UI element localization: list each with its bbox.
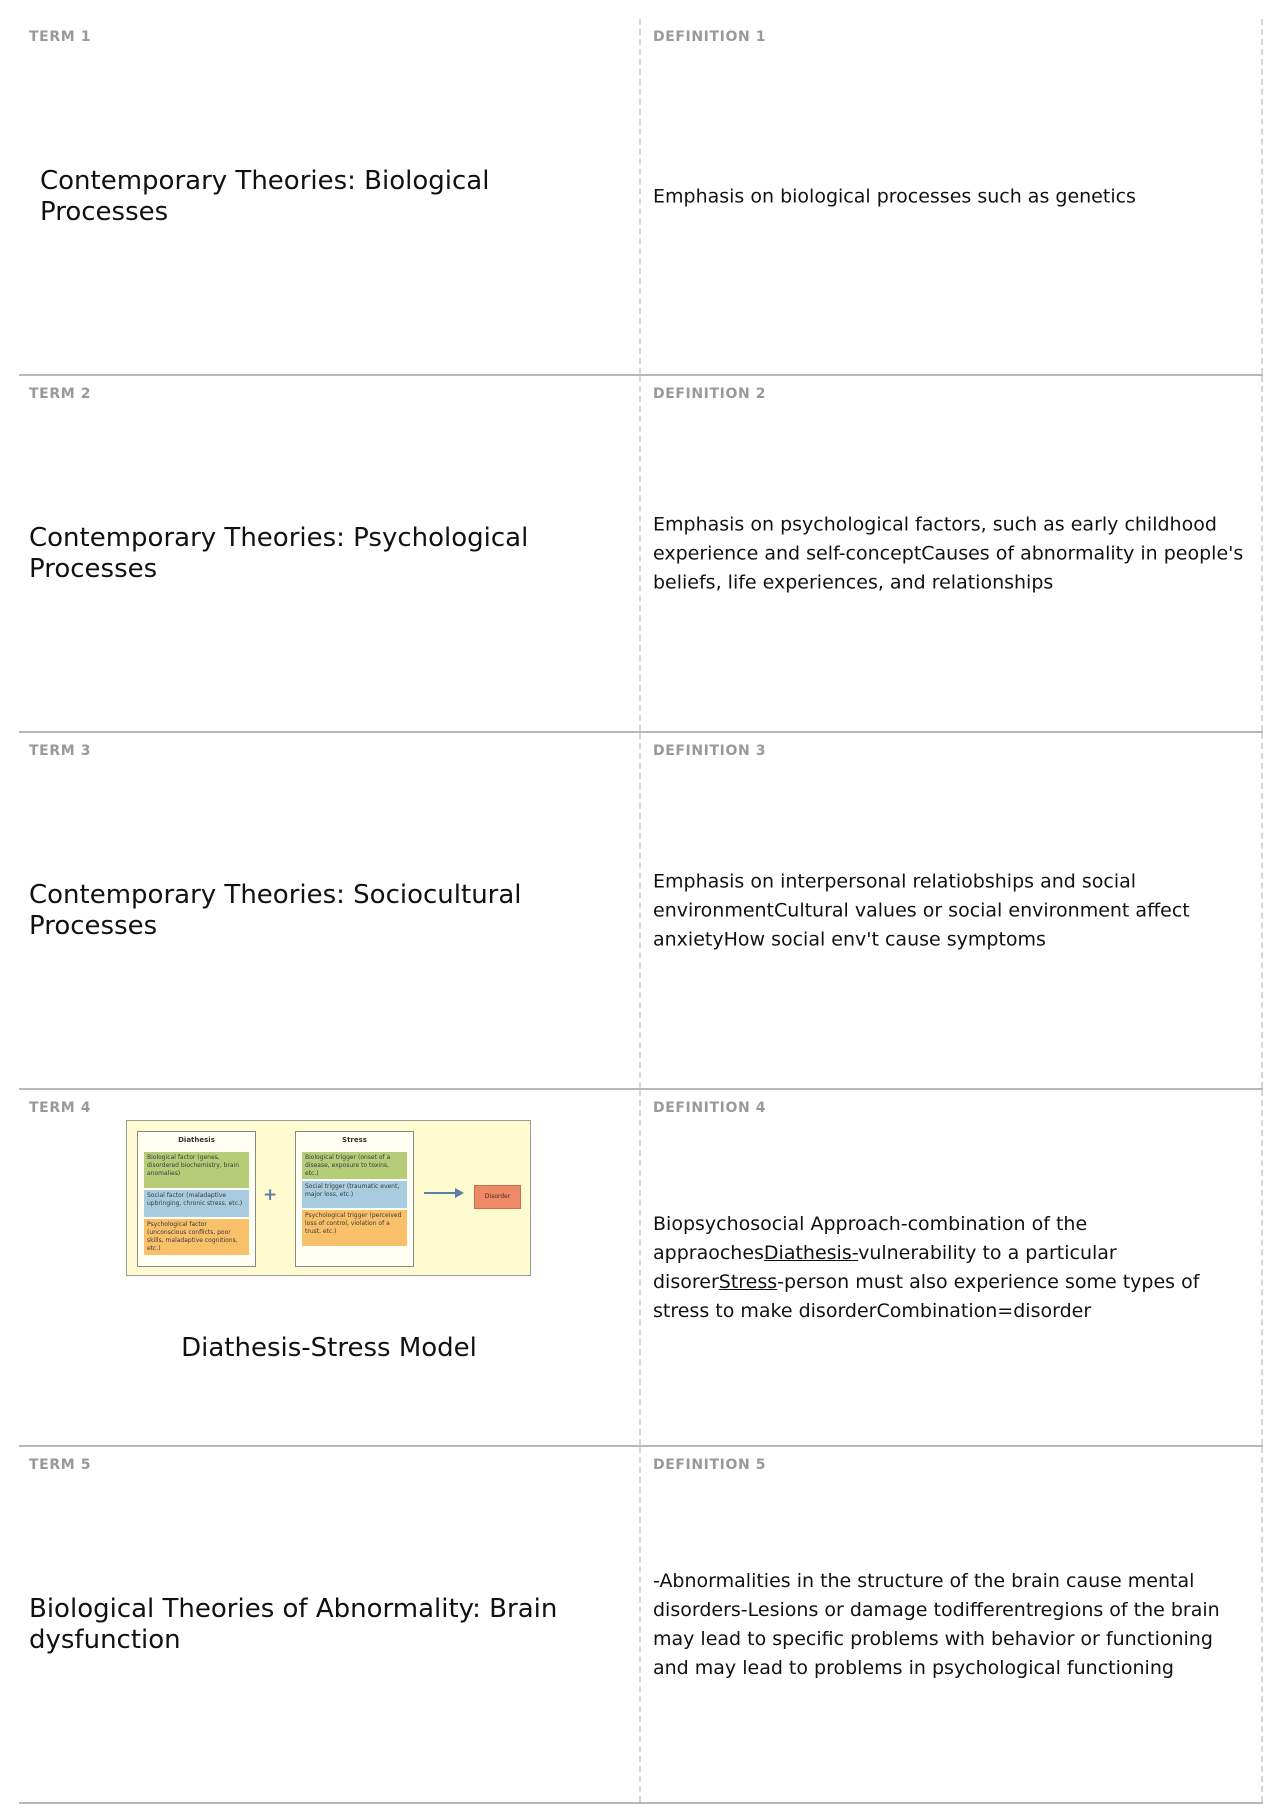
stress-biological-band: Biological trigger (onset of a disease, exposure to toxins, etc.)	[302, 1152, 407, 1179]
definition-text: Emphasis on interpersonal relatiobships and social environmentCultural values or social environment affect anxietyHow social env't cause symptoms	[653, 870, 1190, 950]
term-text: Diathesis-Stress Model	[181, 1333, 477, 1363]
definition-cell-1	[641, 19, 1263, 374]
definition-part: Biopsychosocial Approach-combination of the appraoches	[653, 1212, 1088, 1264]
plus-sign: +	[263, 1185, 278, 1205]
diathesis-box	[137, 1131, 256, 1267]
definition-text: -Abnormalities in the structure of the brain cause mental disorders-Lesions or damage todifferentregions of the brain may lead to specific problems with behavior or functioning and may lead to problems in psychological functioning	[653, 1569, 1220, 1679]
term-label: TERM 3	[29, 743, 92, 759]
card-row-4	[19, 1090, 1263, 1447]
diathesis-psychological-band: Psychological factor (unconscious conflicts, poor skills, maladaptive cognitions, etc.)	[144, 1219, 249, 1255]
stress-title: Stress	[342, 1136, 367, 1144]
stress-social-band: Social trigger (traumatic event, major loss, etc.)	[302, 1181, 407, 1208]
definition-part: vulnerability to a particular disorer	[653, 1241, 1117, 1293]
stress-box	[295, 1131, 414, 1267]
disorder-box: Disorder	[474, 1185, 521, 1209]
diathesis-social-band: Social factor (maladaptive upbringing, chronic stress, etc.)	[144, 1190, 249, 1217]
term-cell-4	[19, 1090, 641, 1445]
definition-label: DEFINITION 4	[653, 1100, 767, 1116]
definition-cell-5	[641, 1447, 1263, 1802]
definition-text: Emphasis on psychological factors, such as early childhood experience and self-conceptCauses of abnormality in people's beliefs, life experiences, and relationships	[653, 513, 1244, 593]
definition-underlined-stress: Stress	[718, 1270, 778, 1293]
definition-label: DEFINITION 5	[653, 1457, 767, 1473]
term-cell-3	[19, 733, 641, 1088]
card-row-1	[19, 19, 1263, 376]
term-text: Contemporary Theories: Psychological Processes	[29, 522, 529, 584]
term-label: TERM 2	[29, 386, 92, 402]
definition-text	[653, 1210, 1245, 1326]
diathesis-title: Diathesis	[178, 1136, 215, 1144]
definition-cell-3	[641, 733, 1263, 1088]
term-cell-1	[19, 19, 641, 374]
term-label: TERM 4	[29, 1100, 92, 1116]
arrow-right-icon	[455, 1188, 464, 1198]
term-cell-2	[19, 376, 641, 731]
stress-psychological-band: Psychological trigger (perceived loss of control, violation of a trust, etc.)	[302, 1210, 407, 1246]
definition-part: -person must also experience some types of stress to make disorderCombination=disorder	[653, 1270, 1200, 1322]
diathesis-biological-band: Biological factor (genes, disordered biochemistry, brain anomalies)	[144, 1152, 249, 1188]
term-text: Biological Theories of Abnormality: Brain dysfunction	[29, 1593, 558, 1655]
term-label: TERM 1	[29, 29, 92, 45]
definition-underlined-diathesis: Diathesis-	[763, 1241, 859, 1264]
term-text: Contemporary Theories: Sociocultural Processes	[29, 879, 522, 941]
card-row-2	[19, 376, 1263, 733]
diathesis-stress-figure	[126, 1120, 531, 1276]
definition-text: Emphasis on biological processes such as genetics	[653, 185, 1136, 207]
card-row-5	[19, 1447, 1263, 1804]
flashcard-sheet	[19, 19, 1263, 1804]
card-row-3	[19, 733, 1263, 1090]
term-text: Contemporary Theories: Biological Processes	[40, 165, 490, 227]
definition-label: DEFINITION 2	[653, 386, 767, 402]
arrow-line	[424, 1192, 458, 1194]
definition-label: DEFINITION 3	[653, 743, 767, 759]
term-label: TERM 5	[29, 1457, 92, 1473]
term-cell-5	[19, 1447, 641, 1802]
definition-cell-4	[641, 1090, 1263, 1445]
definition-cell-2	[641, 376, 1263, 731]
definition-label: DEFINITION 1	[653, 29, 767, 45]
